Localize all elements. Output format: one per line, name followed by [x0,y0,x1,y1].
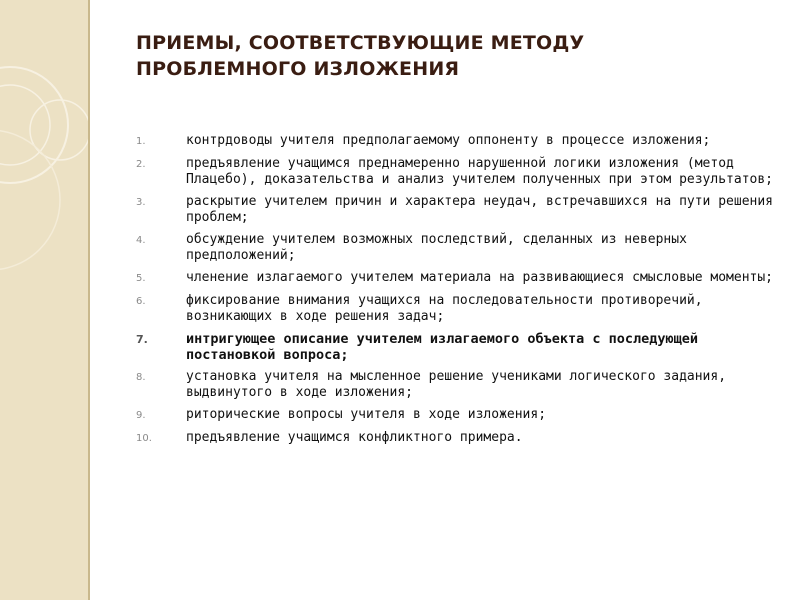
list-item-text: раскрытие учителем причин и характера неудач, встречавшихся на пути решения проблем; [186,194,773,225]
list-item-number: 2. [136,159,146,170]
list-item-number: 4. [136,235,146,246]
list-item [136,133,776,150]
list-item-text: риторические вопросы учителя в ходе изложения; [186,407,547,422]
decorative-arcs [0,0,88,600]
decorative-side-band [0,0,88,600]
list-item-number: 9. [136,410,146,421]
title-line-1: ПРИЕМЫ, СООТВЕТСТВУЮЩИЕ МЕТОДУ [136,32,585,54]
list-item-number: 1. [136,136,146,147]
list-item-highlighted [136,331,776,363]
list-item [136,270,776,287]
title-line-2: ПРОБЛЕМНОГО ИЗЛОЖЕНИЯ [136,58,460,80]
list-item-text: контрдоводы учителя предполагаемому оппоненту в процессе изложения; [186,133,711,148]
list-item-text: интригующее описание учителем излагаемого объекта с последующей постановкой вопроса; [186,331,699,363]
list-item [136,232,776,264]
list-item-number: 10. [136,433,152,444]
list-item-number: 8. [136,372,146,383]
list-item-number: 5. [136,273,146,284]
list-item-number: 7. [136,333,148,346]
list-item-number: 6. [136,296,146,307]
list-item [136,194,776,226]
list-item-text: установка учителя на мысленное решение учениками логического задания, выдвинутого в ходе изложения; [186,369,727,400]
list-item [136,293,776,325]
techniques-list [136,133,776,453]
list-item-text: членение излагаемого учителем материала на развивающиеся смысловые моменты; [186,270,773,285]
list-item-text: обсуждение учителем возможных последствий, сделанных из неверных предположений; [186,232,687,263]
list-item [136,156,776,188]
list-item [136,369,776,401]
list-item-text: предъявление учащимся конфликтного примера. [186,430,523,445]
list-item [136,407,776,424]
slide-title [136,30,736,82]
list-item-number: 3. [136,197,146,208]
list-item-text: предъявление учащимся преднамеренно нарушенной логики изложения (метод Плацебо), доказательства и анализ учителем полученных при этом результатов; [186,156,773,187]
list-item [136,430,776,447]
band-divider [88,0,90,600]
list-item-text: фиксирование внимания учащихся на последовательности противоречий, возникающих в ходе решения задач; [186,293,703,324]
